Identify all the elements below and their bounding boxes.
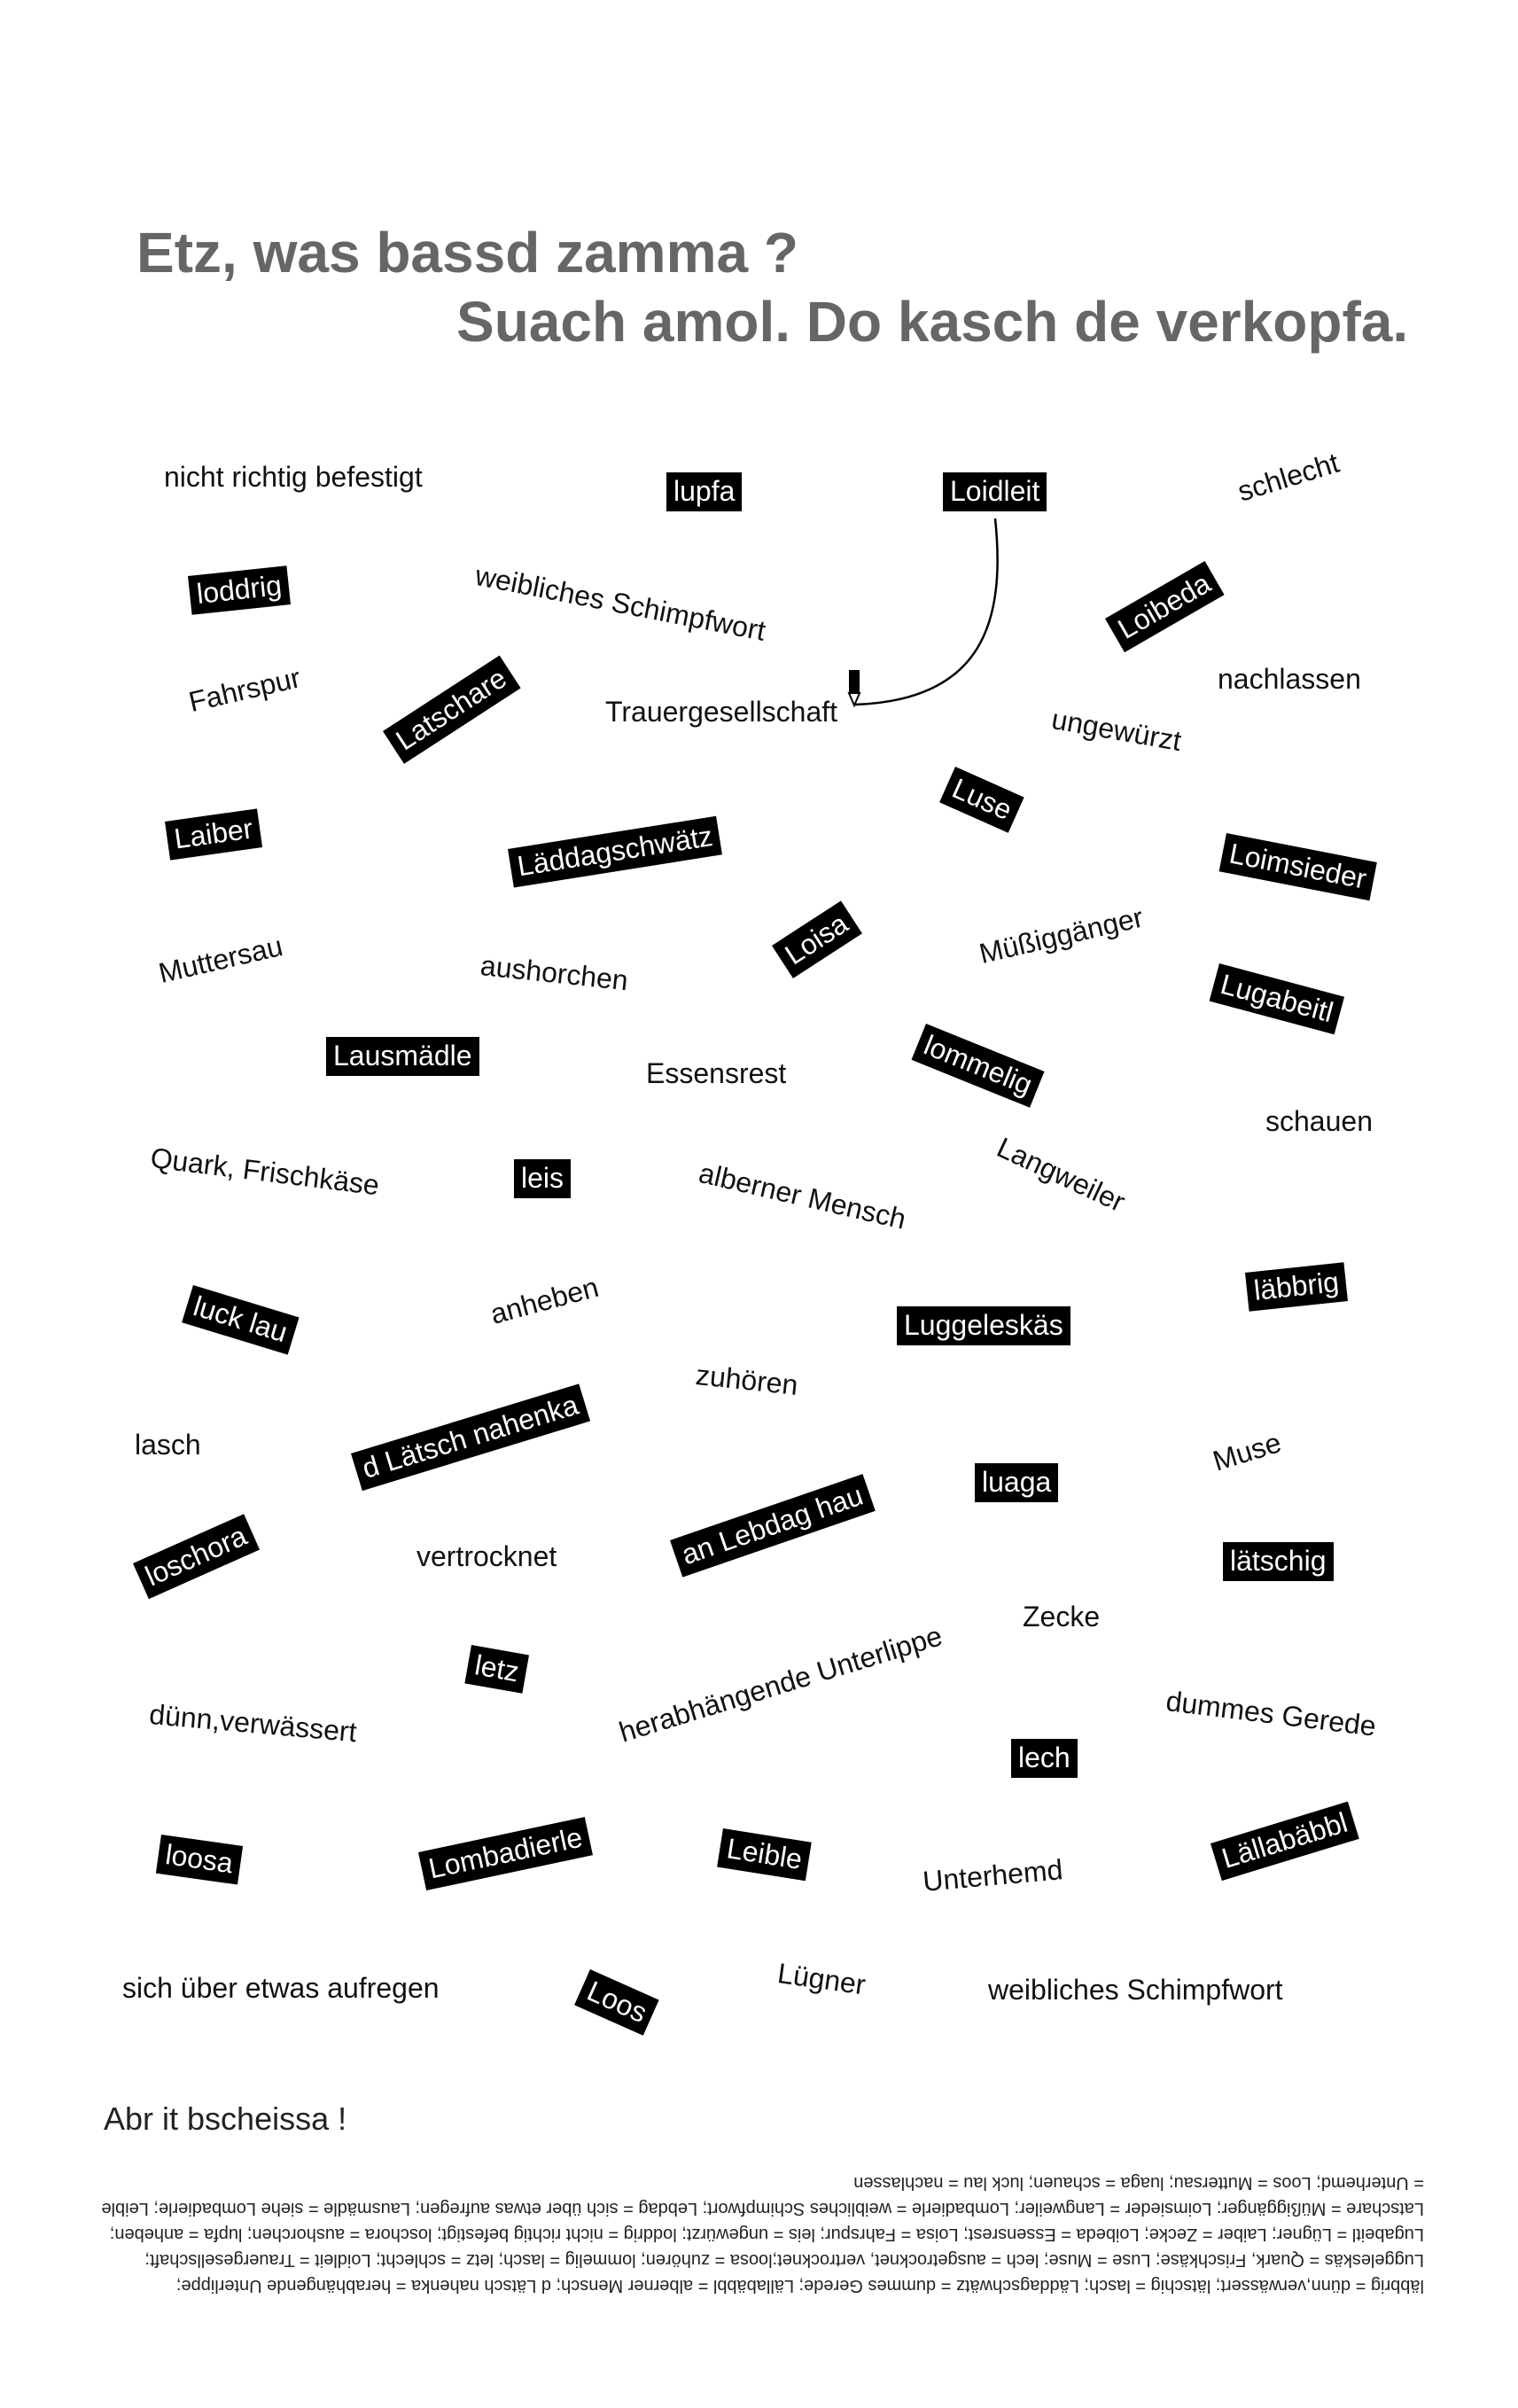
dialect-word-lech[interactable]: lech (1011, 1739, 1078, 1778)
dialect-word-laiber[interactable]: Laiber (165, 808, 262, 860)
dialect-word-laebbrig[interactable]: läbbrig (1245, 1262, 1348, 1311)
dialect-word-loibeda[interactable]: Loibeda (1105, 561, 1224, 652)
solution-key-upside-down: läbbrig = dünn,verwässert; lätschig = lasch; Läddagschwätz = dummes Gerede; Lällabäbbl = alberner Mensch; d Lätsch nahenka = herabhängende Unterlippe; Luggeleskäs = Quark, Frischkäse; Luse = Muse; lech = ausgetrocknet, vertrocknet;loosa = zuhören; lommelig = lasch; letz = schlecht; Loidleit = Trauergesellschaft; Lugabeitl = Lügner; Laiber = Zecke; Loibeda = Essensrest; Loisa = Fahrspur; leis = ungewürzt; loddrig = nicht richtig befestigt; loschora = aushorchen; lupfa = anheben; Latschare = Müßiggänger; Loimsieder = Langweiler; Lombadierle = weibliches Schimpfwort; Lebdag = sich über etwas aufregen; Lausmädle = siehe Lombadierle; Leible = Unterhemd; Loos = Muttersau; luaga = schauen; luck lau = nachlassen (101, 2173, 1424, 2295)
dialect-word-loschora[interactable]: loschora (133, 1514, 260, 1599)
meaning-luegner[interactable]: Lügner (775, 1957, 868, 2001)
meaning-schauen[interactable]: schauen (1265, 1105, 1373, 1137)
meaning-trauergesellschaft[interactable]: Trauergesellschaft (605, 696, 838, 728)
dialect-word-an-lebdag-hau[interactable]: an Lebdag hau (670, 1474, 875, 1577)
meaning-weibliches-schimpfwort-2[interactable]: weibliches Schimpfwort (988, 1974, 1283, 2006)
meaning-sich-ueber-etwas-aufregen[interactable]: sich über etwas aufregen (122, 1972, 440, 2004)
footer-tagline: Abr it bscheissa ! (104, 2100, 347, 2137)
meaning-duenn-verwaessert[interactable]: dünn,verwässert (148, 1698, 359, 1749)
meaning-essensrest[interactable]: Essensrest (646, 1057, 787, 1089)
meaning-anheben[interactable]: anheben (487, 1270, 603, 1330)
dialect-word-laellabaebbl[interactable]: Lällabäbbl (1211, 1802, 1359, 1881)
dialect-word-laeddagschwaetz[interactable]: Läddagschwätz (508, 816, 722, 888)
meaning-nachlassen[interactable]: nachlassen (1218, 663, 1361, 695)
dialect-word-lommelig[interactable]: lommelig (912, 1024, 1045, 1108)
meaning-langweiler[interactable]: Langweiler (992, 1131, 1131, 1219)
dialect-word-letz[interactable]: letz (464, 1645, 528, 1694)
dialect-word-loosa[interactable]: loosa (156, 1835, 243, 1884)
dialect-word-luck-lau[interactable]: luck lau (182, 1285, 299, 1354)
meaning-quark-frischkaese[interactable]: Quark, Frischkäse (148, 1142, 381, 1202)
meaning-muttersau[interactable]: Muttersau (155, 930, 286, 990)
dialect-word-loidleit[interactable]: Loidleit (943, 472, 1047, 511)
dialect-word-loos[interactable]: Loos (574, 1969, 659, 2036)
dialect-word-leis[interactable]: leis (514, 1159, 571, 1198)
meaning-aushorchen[interactable]: aushorchen (479, 949, 630, 997)
dialect-word-loimsieder[interactable]: Loimsieder (1219, 833, 1377, 900)
meaning-weibliches-schimpfwort-1[interactable]: weibliches Schimpfwort (472, 559, 768, 647)
dialect-word-lugabeitl[interactable]: Lugabeitl (1210, 963, 1344, 1034)
meaning-dummes-gerede[interactable]: dummes Gerede (1164, 1685, 1378, 1742)
meaning-ungewuerzt[interactable]: ungewürzt (1049, 703, 1184, 758)
meaning-schlecht[interactable]: schlecht (1234, 446, 1343, 508)
dialect-word-luse[interactable]: Luse (939, 767, 1024, 833)
dialect-word-leible[interactable]: Leible (717, 1828, 812, 1881)
meaning-fahrspur[interactable]: Fahrspur (185, 661, 304, 719)
dialect-word-laetschig[interactable]: lätschig (1223, 1542, 1334, 1581)
pen-icon (849, 670, 860, 693)
meaning-zecke[interactable]: Zecke (1023, 1601, 1101, 1633)
dialect-word-loisa[interactable]: Loisa (772, 901, 862, 978)
dialect-word-loddrig[interactable]: loddrig (188, 565, 291, 614)
dialect-word-lupfa[interactable]: lupfa (666, 472, 742, 511)
meaning-vertrocknet[interactable]: vertrocknet (416, 1540, 557, 1572)
dialect-word-luggeleskaes[interactable]: Luggeleskäs (897, 1306, 1070, 1345)
meaning-unterhemd[interactable]: Unterhemd (921, 1853, 1064, 1898)
dialect-word-d-laetsch-nahenka[interactable]: d Lätsch nahenka (351, 1383, 590, 1491)
dialect-word-lausmaedle[interactable]: Lausmädle (326, 1037, 479, 1076)
meaning-alberner-mensch[interactable]: alberner Mensch (696, 1157, 909, 1235)
meaning-nicht-richtig-befestigt[interactable]: nicht richtig befestigt (164, 461, 423, 493)
meaning-lasch[interactable]: lasch (135, 1429, 201, 1461)
meaning-zuhoeren[interactable]: zuhören (694, 1359, 800, 1401)
meaning-muessiggaenger[interactable]: Müßiggänger (976, 900, 1147, 970)
dialect-word-lombadierle[interactable]: Lombadierle (418, 1817, 593, 1890)
heading-line-2: Suach amol. Do kasch de verkopfa. (456, 290, 1409, 354)
dialect-word-luaga[interactable]: luaga (975, 1463, 1058, 1502)
heading-line-1: Etz, was bassd zamma ? (136, 221, 798, 284)
meaning-muse[interactable]: Muse (1209, 1426, 1285, 1477)
meaning-herabhaengende-unterlippe[interactable]: herabhängende Unterlippe (615, 1619, 946, 1749)
dialect-word-latschare[interactable]: Latschare (383, 656, 520, 764)
